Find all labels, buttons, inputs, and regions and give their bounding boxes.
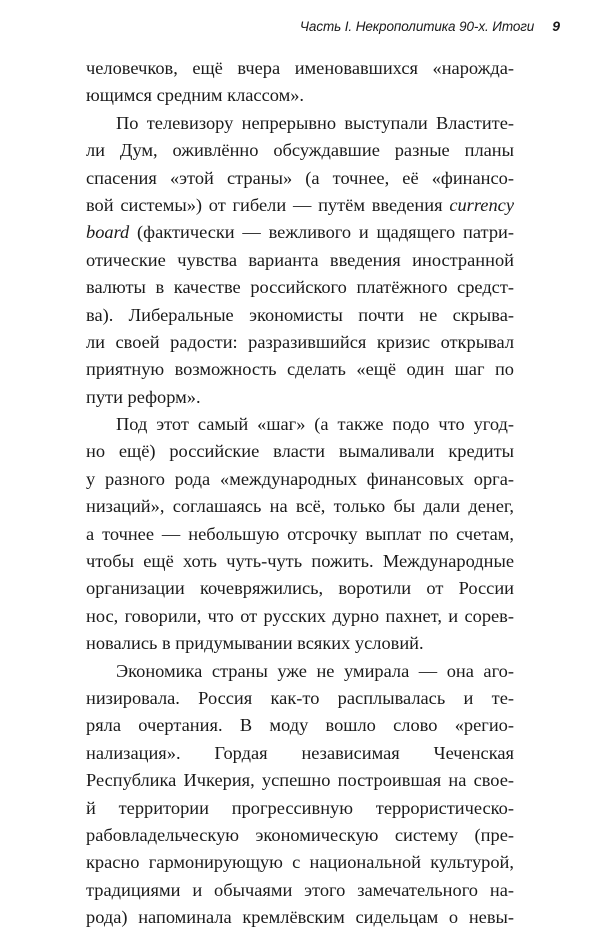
italic-term: board	[86, 222, 130, 243]
text-line: пути реформ».	[86, 386, 201, 407]
paragraph-2	[86, 110, 514, 411]
text-line: новались в придумывании всяких условий.	[86, 633, 424, 654]
text-segment: вой системы») от гибели — путём введения	[86, 194, 450, 215]
text-line: красно гармонирующую с национальной культурой,	[86, 852, 514, 873]
paragraph-1	[86, 55, 514, 110]
page-body	[86, 55, 514, 932]
text-line: нализация». Гордая независимая Чеченская	[86, 742, 514, 763]
text-line: но ещё) российские власти вымаливали кредиты	[86, 441, 514, 462]
italic-term: currency	[449, 194, 514, 215]
text-line: а точнее — небольшую отсрочку выплат по счетам,	[86, 523, 514, 544]
text-line-with-italic	[86, 192, 514, 219]
text-segment: (фактически — вежливого и щадящего патри-	[129, 222, 514, 243]
text-line: валюты в качестве российского платёжного средст-	[86, 277, 514, 298]
text-line: ва). Либеральные экономисты почти не скрыва-	[86, 304, 514, 325]
text-line: человечков, ещё вчера именовавшихся «нарожда-	[86, 58, 514, 78]
text-line: организации кочевряжились, воротили от России	[86, 578, 514, 599]
paragraph-4	[86, 658, 514, 932]
text-line: Экономика страны уже не умирала — она аго-	[116, 660, 514, 681]
text-line: нос, говорили, что от русских дурно пахнет, и сорев-	[86, 605, 514, 626]
text-line: й территории прогрессивную террористическо-	[86, 797, 514, 818]
paragraph-3	[86, 411, 514, 658]
text-line: спасения «этой страны» (а точнее, её «финансо-	[86, 167, 514, 188]
text-line: низаций», соглашаясь на всё, только бы дали денег,	[86, 496, 514, 517]
text-line: Под этот самый «шаг» (а также подо что угод-	[116, 414, 514, 435]
text-line: ряла очертания. В моду вошло слово «регио-	[86, 715, 514, 736]
text-line: ли своей радости: разразившийся кризис открывал	[86, 331, 514, 352]
text-line: низировала. Россия как-то расплывалась и те-	[86, 687, 514, 708]
text-line: По телевизору непрерывно выступали Властите-	[116, 112, 514, 133]
text-line: ющимся средним классом».	[86, 85, 305, 106]
text-line: отические чувства варианта введения иностранной	[86, 249, 514, 270]
text-line: Республика Ичкерия, успешно построившая на свое-	[86, 770, 514, 791]
text-line: ли Дум, оживлённо обсуждавшие разные планы	[86, 140, 514, 161]
text-line-with-italic	[86, 219, 514, 246]
running-header	[80, 18, 560, 40]
text-line: традициями и обычаями этого замечательного на-	[86, 879, 514, 900]
page-number: 9	[552, 18, 560, 34]
text-line: у разного рода «международных финансовых орга-	[86, 468, 514, 489]
text-line: чтобы ещё хоть чуть-чуть пожить. Международные	[86, 551, 514, 572]
chapter-title: Часть I. Некрополитика 90-х. Итоги	[299, 19, 535, 34]
text-line: рода) напоминала кремлёвским сидельцам о невы-	[86, 907, 514, 928]
text-line: приятную возможность сделать «ещё один шаг по	[86, 359, 514, 380]
text-line: рабовладельческую экономическую систему (пре-	[86, 824, 514, 845]
